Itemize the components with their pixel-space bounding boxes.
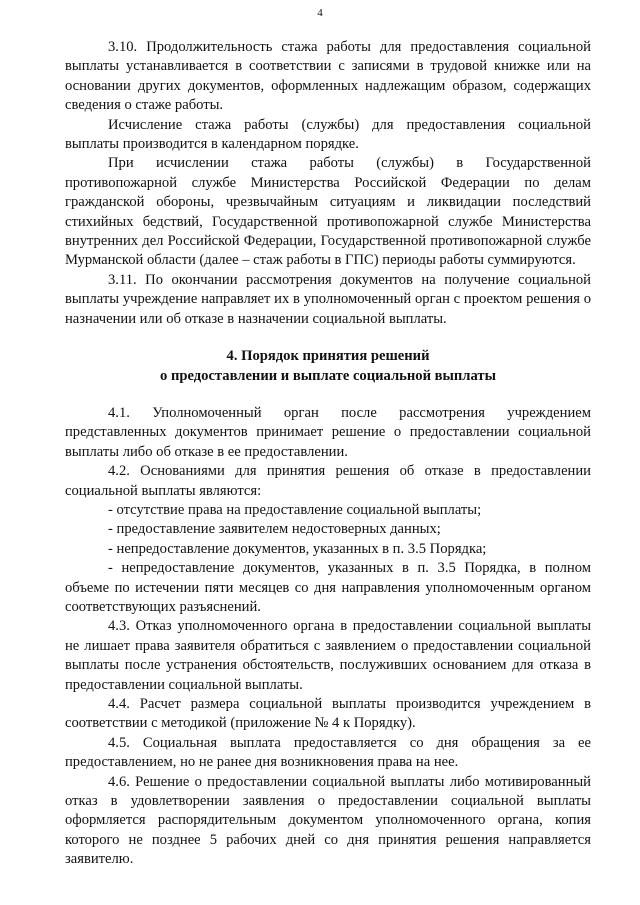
paragraph-4-3: 4.3. Отказ уполномоченного органа в предоставлении социальной выплаты не лишает права заявителя обратиться с заявлением о предоставлении социальной выплаты после устранения обстоятельств, послуживших основанием для отказа в предоставлении социальной выплаты. (65, 618, 591, 693)
paragraph-4-5: 4.5. Социальная выплата предоставляется со дня обращения за ее предоставлением, но не ранее дня возникновения права на нее. (65, 734, 591, 771)
paragraph-3-11: 3.11. По окончании рассмотрения документов на получение социальной выплаты учреждение направляет их в уполномоченный орган с проектом решения о назначении или об отказе в назначении социальной выплаты. (65, 271, 591, 327)
paragraph-4-2: 4.2. Основаниями для принятия решения об отказе в предоставлении социальной выплаты являются: (65, 463, 591, 499)
refusal-ground-item: - отсутствие права на предоставление социальной выплаты; (108, 501, 482, 518)
paragraph-service-calculation: Исчисление стажа работы (службы) для предоставления социальной выплаты производится в календарном порядке. (65, 116, 591, 153)
paragraph-4-4: 4.4. Расчет размера социальной выплаты производится учреждением в соответствии с методикой (приложение № 4 к Порядку). (65, 696, 591, 732)
page-number: 4 (317, 7, 323, 19)
refusal-ground-item: - непредоставление документов, указанных в п. 3.5 Порядка; (108, 540, 487, 557)
paragraph-gps-service: При исчислении стажа работы (службы) в Государственной противопожарной службе Министерства Российской Федерации по делам гражданской обороны, чрезвычайным ситуациям и ликвидации последствий стихийных бедствий, Государственной противопожарной службе Министерства внутренних дел Российской Федерации, Государственной противопожарной службе Мурманской области (далее – стаж работы в ГПС) периоды работы суммируются. (65, 155, 591, 269)
refusal-ground-item: - непредоставление документов, указанных в п. 3.5 Порядка, в полном объеме по истечении пяти месяцев со дня направления уполномоченным органом соответствующих разъяснений. (65, 560, 591, 615)
refusal-ground-item: - предоставление заявителем недостоверных данных; (108, 521, 441, 538)
paragraph-3-10: 3.10. Продолжительность стажа работы для предоставления социальной выплаты устанавливается в соответствии с записями в трудовой книжке или на основании других документов, оформленных надлежащим образом, содержащих сведения о стаже работы. (65, 39, 591, 114)
section-4-heading (65, 347, 591, 386)
section-4-heading-line-2: о предоставлении и выплате социальной выплаты (160, 367, 496, 384)
paragraph-4-1: 4.1. Уполномоченный орган после рассмотрения учреждением представленных документов принимает решение о предоставлении социальной выплаты либо об отказе в ее предоставлении. (65, 404, 591, 460)
page-content (65, 38, 591, 870)
paragraph-4-6: 4.6. Решение о предоставлении социальной выплаты либо мотивированный отказ в удовлетворении заявления о предоставлении социальной выплаты оформляется распорядительным документом уполномоченного органа, копия которого не позднее 5 рабочих дней со дня принятия решения направляется заявителю. (65, 773, 591, 868)
section-4-heading-line-1: 4. Порядок принятия решений (226, 348, 430, 365)
